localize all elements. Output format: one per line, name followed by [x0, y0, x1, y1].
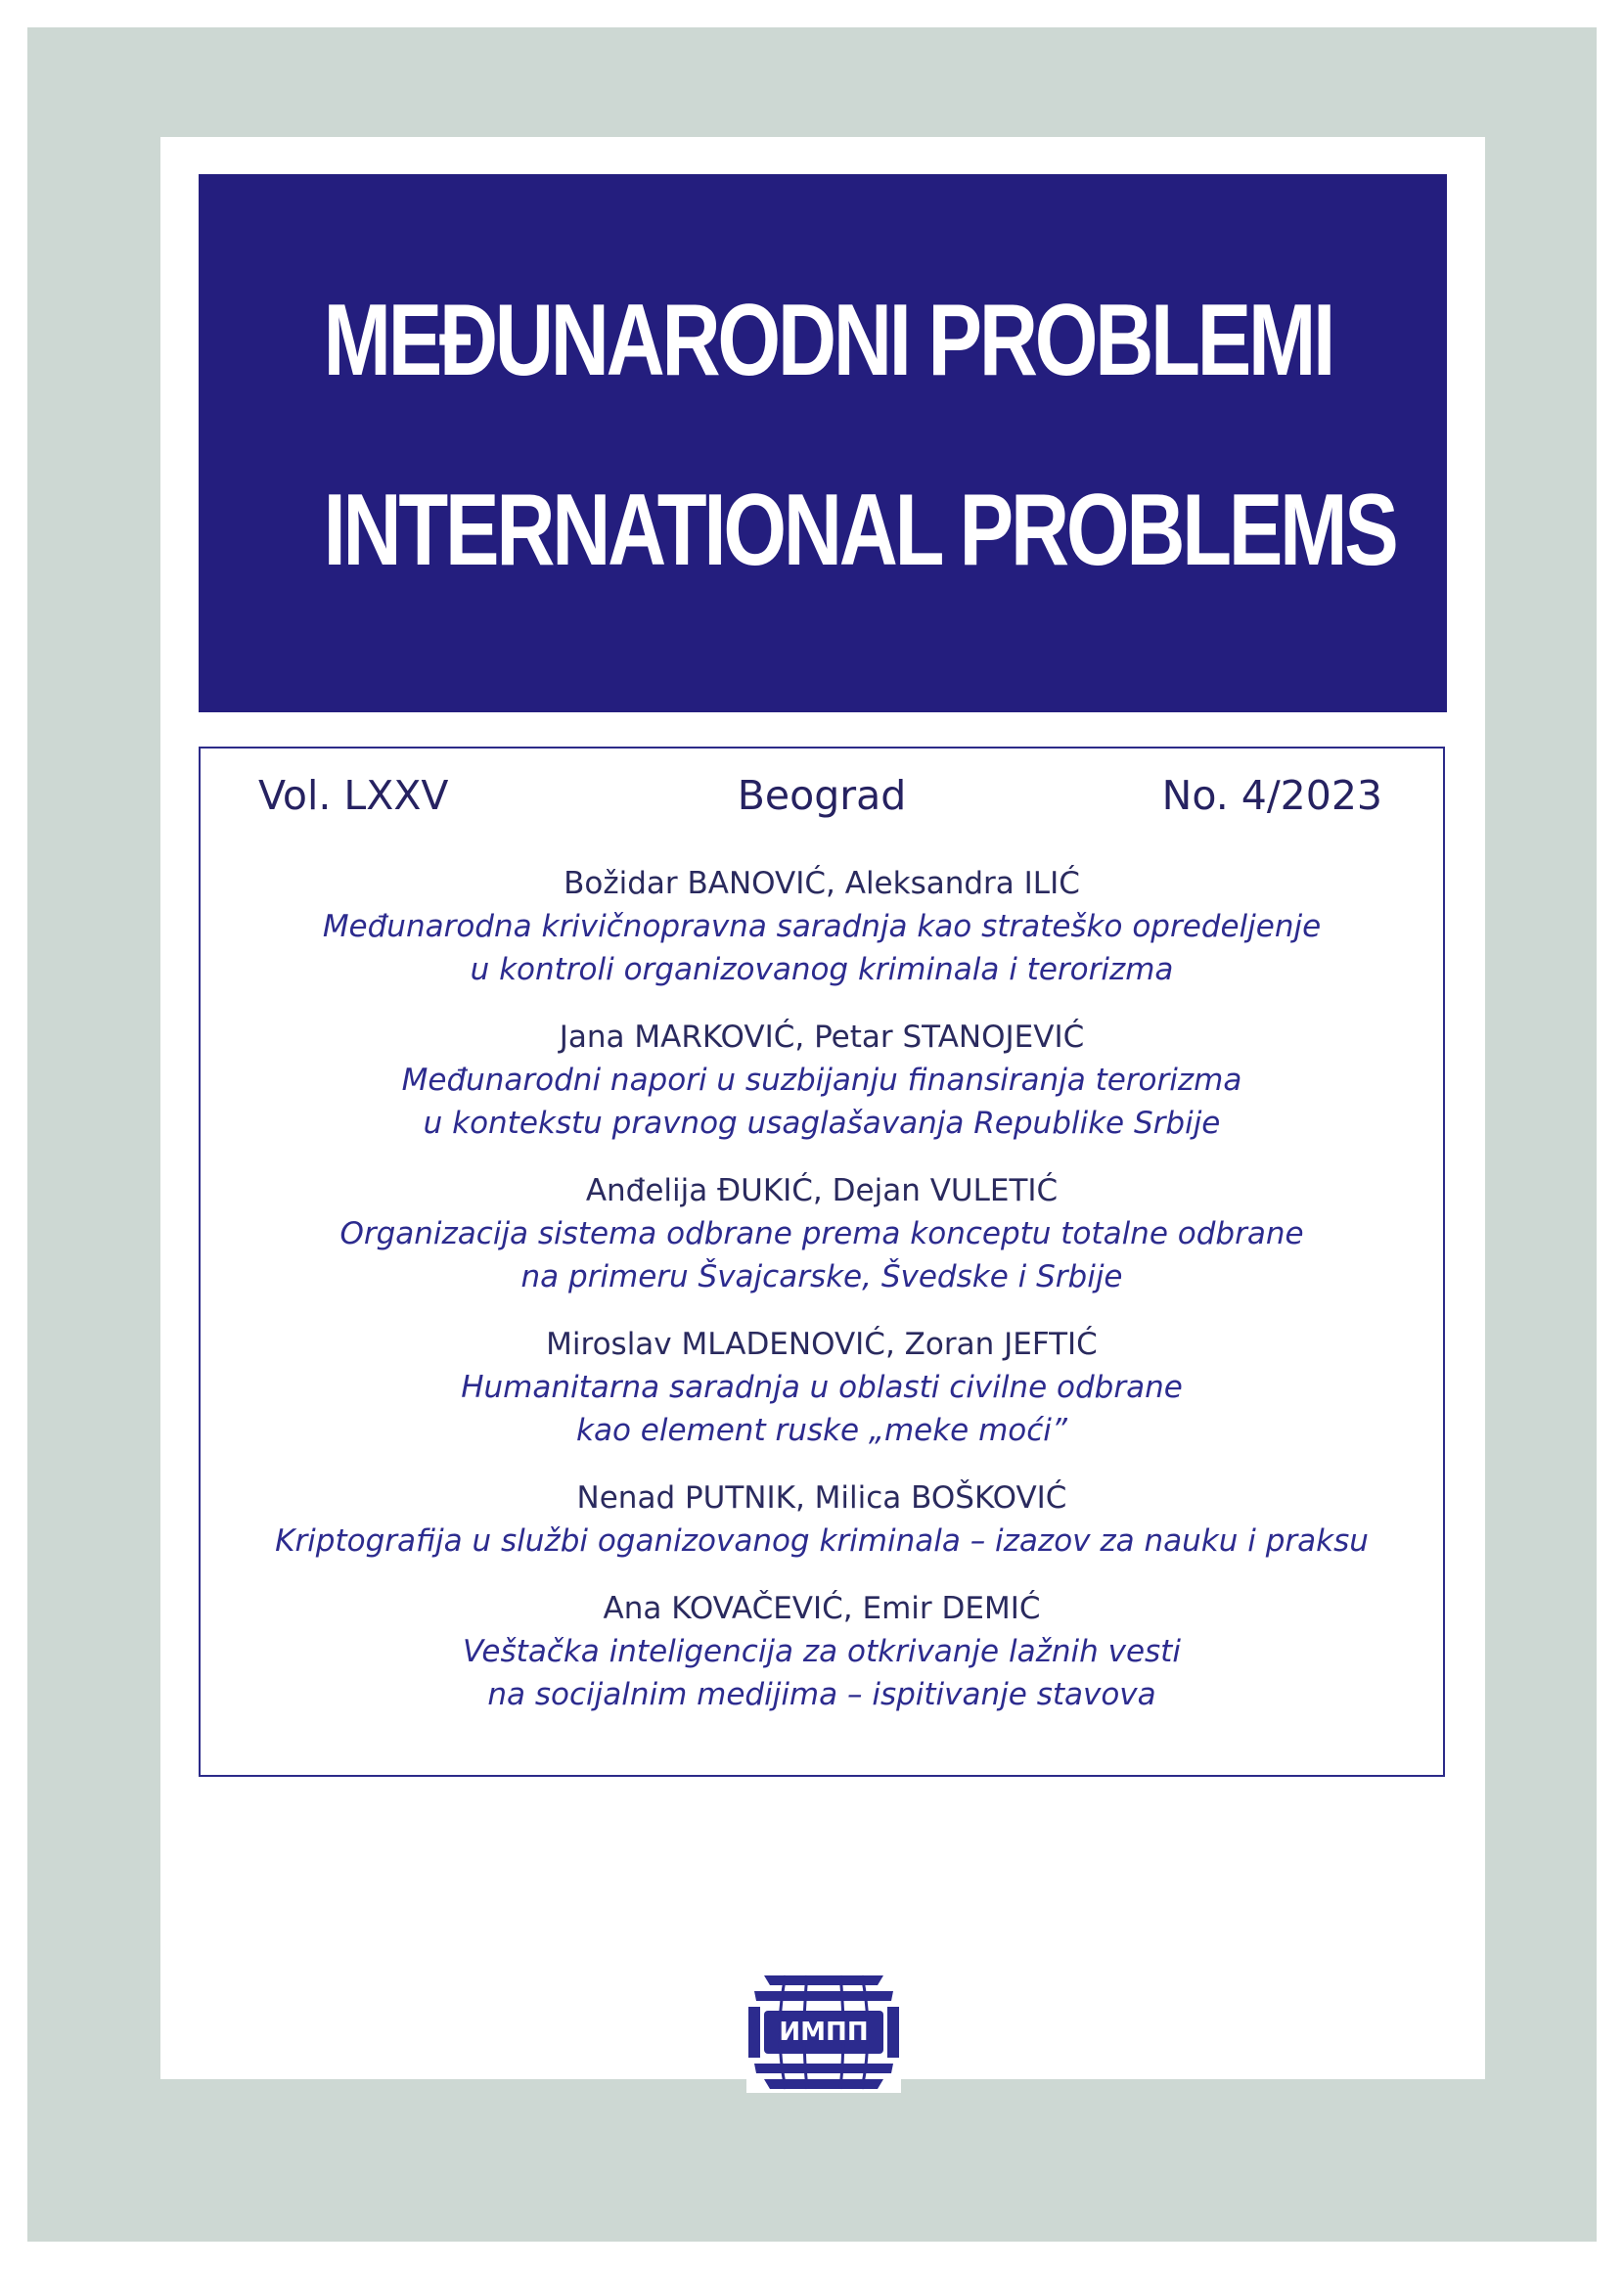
article-entry[interactable]	[201, 1476, 1443, 1563]
article-list	[201, 862, 1443, 1741]
city-label: Beograd	[737, 772, 907, 819]
article-authors: Ana KOVAČEVIĆ, Emir DEMIĆ	[603, 1591, 1041, 1626]
article-title[interactable]: Međunarodni napori u suzbijanju finansiranja terorizma u kontekstu pravnog usaglašavanja Republike Srbije	[401, 1063, 1242, 1141]
journal-title-english: INTERNATIONAL PROBLEMS	[323, 474, 1396, 587]
article-entry[interactable]	[201, 862, 1443, 991]
article-title[interactable]: Kriptografija u službi oganizovanog kriminala – izazov za nauku i praksu	[275, 1523, 1369, 1559]
volume-label: Vol. LXXV	[258, 772, 449, 819]
article-authors: Jana MARKOVIĆ, Petar STANOJEVIĆ	[559, 1020, 1085, 1055]
article-title[interactable]: Međunarodna krivičnopravna saradnja kao strateško opredeljenje u kontroli organizovanog kriminala i terorizma	[322, 909, 1322, 987]
article-authors: Božidar BANOVIĆ, Aleksandra ILIĆ	[564, 866, 1080, 901]
article-entry[interactable]	[201, 1587, 1443, 1716]
article-authors: Anđelija ĐUKIĆ, Dejan VULETIĆ	[585, 1173, 1059, 1208]
institute-globe-logo-icon	[746, 1972, 901, 2093]
issue-number-label: No. 4/2023	[1161, 772, 1382, 819]
article-entry[interactable]	[201, 1323, 1443, 1452]
article-title[interactable]: Organizacija sistema odbrane prema konceptu totalne odbrane na primeru Švajcarske, Švedske i Srbije	[339, 1216, 1304, 1294]
issue-info-row	[201, 772, 1443, 835]
article-title[interactable]: Veštačka inteligencija za otkrivanje lažnih vesti na socijalnim medijima – ispitivanje stavova	[463, 1634, 1181, 1712]
article-entry[interactable]	[201, 1016, 1443, 1145]
article-title[interactable]: Humanitarna saradnja u oblasti civilne odbrane kao element ruske „meke moći”	[461, 1370, 1183, 1448]
logo-text: ИМПП	[779, 2018, 869, 2047]
article-entry[interactable]	[201, 1169, 1443, 1298]
table-of-contents	[199, 747, 1445, 1777]
article-authors: Miroslav MLADENOVIĆ, Zoran JEFTIĆ	[546, 1327, 1098, 1362]
article-authors: Nenad PUTNIK, Milica BOŠKOVIĆ	[576, 1480, 1067, 1516]
journal-title-banner	[199, 174, 1447, 712]
journal-title-serbian: MEĐUNARODNI PROBLEMI	[323, 284, 1333, 397]
